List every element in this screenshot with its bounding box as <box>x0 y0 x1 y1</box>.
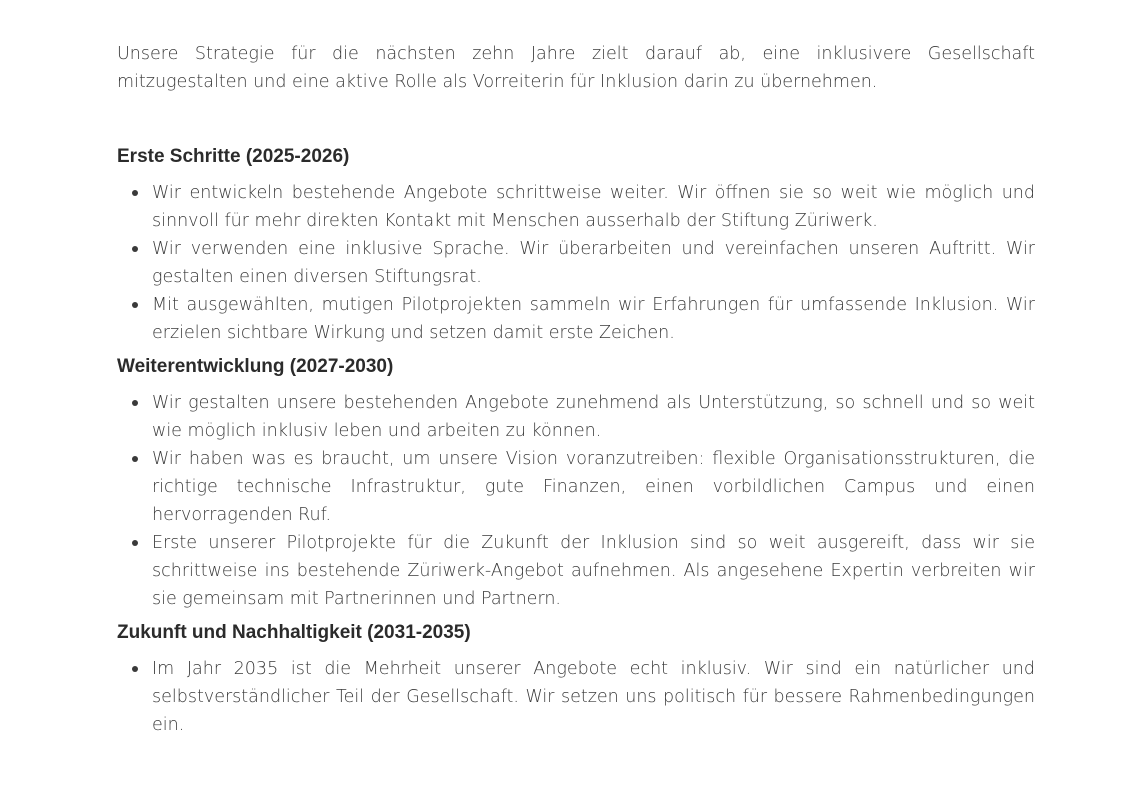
list-item <box>117 179 1035 235</box>
bullet-dot-icon <box>132 400 138 406</box>
bullet-dot-icon <box>132 302 138 308</box>
intro-paragraph: Unsere Strategie für die nächsten zehn Jahre zielt darauf ab, eine inklusivere Gesellschaft mitzugestalten und eine aktive Rolle als Vorreiterin für Inklusion darin zu übernehmen. <box>117 44 1035 92</box>
bullet-list-zukunft <box>117 655 1035 739</box>
list-item <box>117 655 1035 739</box>
list-item-text: Wir entwickeln bestehende Angebote schrittweise weiter. Wir öffnen sie so weit wie möglich und sinnvoll für mehr direkten Kontakt mit Menschen ausserhalb der Stiftung Züriwerk. <box>152 183 1035 231</box>
bullet-dot-icon <box>132 666 138 672</box>
list-item-text: Wir gestalten unsere bestehenden Angebote zunehmend als Unterstützung, so schnell und so weit wie möglich inklusiv leben und arbeiten zu können. <box>152 393 1035 441</box>
list-item-text: Wir haben was es braucht, um unsere Vision voranzutreiben: flexible Organisationsstrukturen, die richtige technische Infrastruktur, gute Finanzen, einen vorbildlichen Campus und einen hervorragenden Ruf. <box>152 449 1035 525</box>
section-heading-zukunft: Zukunft und Nachhaltigkeit (2031-2035) <box>117 622 471 643</box>
list-item <box>117 445 1035 529</box>
bullet-dot-icon <box>132 246 138 252</box>
list-item <box>117 235 1035 291</box>
bullet-list-weiterentwicklung <box>117 389 1035 613</box>
list-item-text: Mit ausgewählten, mutigen Pilotprojekten sammeln wir Erfahrungen für umfassende Inklusion. Wir erzielen sichtbare Wirkung und setzen damit erste Zeichen. <box>152 295 1035 343</box>
list-item <box>117 529 1035 613</box>
list-item-text: Im Jahr 2035 ist die Mehrheit unserer Angebote echt inklusiv. Wir sind ein natürlicher und selbstverständlicher Teil der Gesellschaft. Wir setzen uns politisch für bessere Rahmenbedingungen ein. <box>152 659 1035 735</box>
bullet-dot-icon <box>132 190 138 196</box>
document-page <box>117 40 1035 739</box>
list-item <box>117 389 1035 445</box>
bullet-dot-icon <box>132 540 138 546</box>
bullet-dot-icon <box>132 456 138 462</box>
section-heading-weiterentwicklung: Weiterentwicklung (2027-2030) <box>117 356 394 377</box>
list-item <box>117 291 1035 347</box>
section-heading-erste-schritte: Erste Schritte (2025-2026) <box>117 146 350 167</box>
bullet-list-erste-schritte <box>117 179 1035 347</box>
list-item-text: Erste unserer Pilotprojekte für die Zukunft der Inklusion sind so weit ausgereift, dass wir sie schrittweise ins bestehende Züriwerk-Angebot aufnehmen. Als angesehene Expertin verbreiten wir sie gemeinsam mit Partnerinnen und Partnern. <box>152 533 1035 609</box>
list-item-text: Wir verwenden eine inklusive Sprache. Wir überarbeiten und vereinfachen unseren Auftritt. Wir gestalten einen diversen Stiftungsrat. <box>152 239 1035 287</box>
